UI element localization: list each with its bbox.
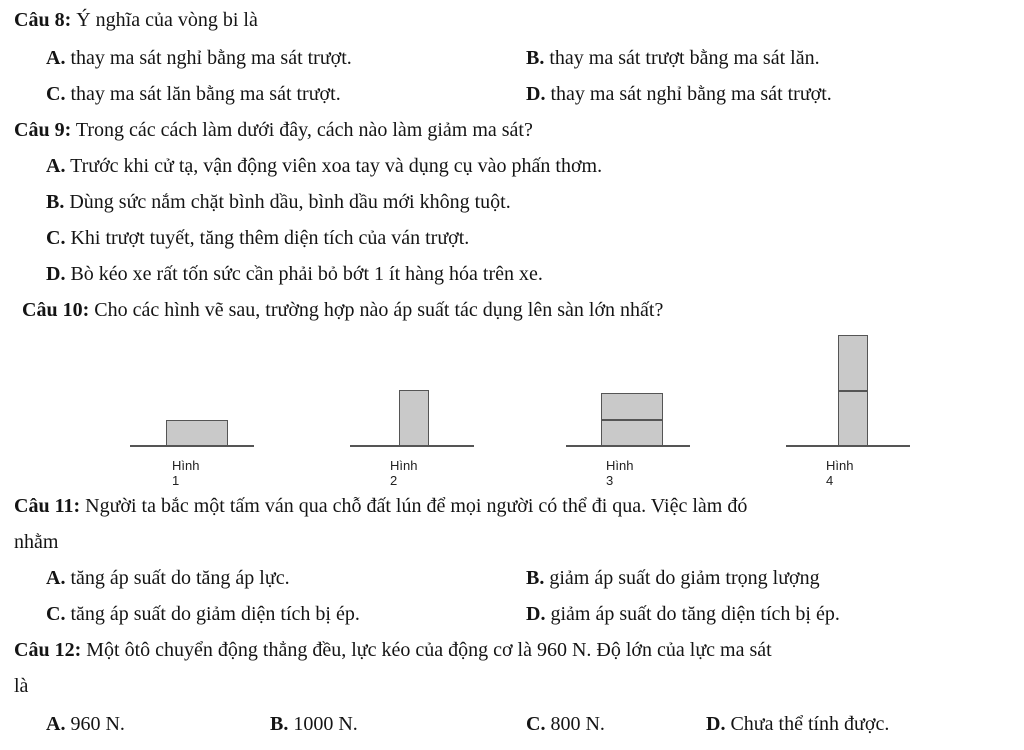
figure-caption: Hình 4 xyxy=(826,458,854,488)
q9-option-a: A. Trước khi cử tạ, vận động viên xoa tay và dụng cụ vào phấn thơm. xyxy=(46,155,603,177)
block-stacked-flat xyxy=(601,393,663,446)
q9-option-c: C. Khi trượt tuyết, tăng thêm diện tích của ván trượt. xyxy=(46,227,470,249)
question-text: Người ta bắc một tấm ván qua chỗ đất lún để mọi người có thể đi qua. Việc làm đó xyxy=(80,495,748,517)
question-12-cont: là xyxy=(14,675,29,697)
q9-option-b: B. Dùng sức nắm chặt bình dầu, bình dầu mới không tuột. xyxy=(46,191,511,213)
question-text: Trong các cách làm dưới đây, cách nào làm giảm ma sát? xyxy=(71,119,533,141)
question-number: Câu 12: xyxy=(14,639,82,661)
q8-option-d: D. thay ma sát nghỉ bằng ma sát trượt. xyxy=(526,83,832,105)
q12-option-d: D. Chưa thể tính được. xyxy=(706,713,890,735)
question-11 xyxy=(14,494,747,518)
question-11-cont: nhằm xyxy=(14,531,59,553)
question-text: Ý nghĩa của vòng bi là xyxy=(71,9,258,31)
figure-caption: Hình 1 xyxy=(172,458,200,488)
question-10 xyxy=(22,298,663,322)
question-9 xyxy=(14,118,533,142)
figure-caption: Hình 2 xyxy=(390,458,418,488)
question-text: Một ôtô chuyển động thẳng đều, lực kéo của động cơ là 960 N. Độ lớn của lực ma sát xyxy=(81,639,772,661)
q11-option-d: D. giảm áp suất do tăng diện tích bị ép. xyxy=(526,603,840,625)
question-number: Câu 11: xyxy=(14,495,81,517)
question-number: Câu 8: xyxy=(14,9,72,31)
question-8 xyxy=(14,8,258,32)
q12-option-b: B. 1000 N. xyxy=(270,713,358,735)
floor-line xyxy=(350,445,474,447)
q8-option-b: B. thay ma sát trượt bằng ma sát lăn. xyxy=(526,47,820,69)
question-12 xyxy=(14,638,772,662)
question-text: Cho các hình vẽ sau, trường hợp nào áp suất tác dụng lên sàn lớn nhất? xyxy=(89,299,664,321)
floor-line xyxy=(786,445,910,447)
floor-line xyxy=(130,445,254,447)
q11-option-a: A. tăng áp suất do tăng áp lực. xyxy=(46,567,290,589)
q12-option-a: A. 960 N. xyxy=(46,713,125,735)
block-upright xyxy=(399,390,429,446)
q8-option-a: A. thay ma sát nghỉ bằng ma sát trượt. xyxy=(46,47,352,69)
block-stacked-upright xyxy=(838,335,868,446)
question-number: Câu 10: xyxy=(22,299,90,321)
block-flat xyxy=(166,420,228,446)
q12-option-c: C. 800 N. xyxy=(526,713,605,735)
question-number: Câu 9: xyxy=(14,119,72,141)
figure-caption: Hình 3 xyxy=(606,458,634,488)
floor-line xyxy=(566,445,690,447)
q8-option-c: C. thay ma sát lăn bằng ma sát trượt. xyxy=(46,83,341,105)
q11-option-b: B. giảm áp suất do giảm trọng lượng xyxy=(526,567,820,589)
q9-option-d: D. Bò kéo xe rất tốn sức cần phải bỏ bớt 1 ít hàng hóa trên xe. xyxy=(46,263,543,285)
q11-option-c: C. tăng áp suất do giảm diện tích bị ép. xyxy=(46,603,360,625)
